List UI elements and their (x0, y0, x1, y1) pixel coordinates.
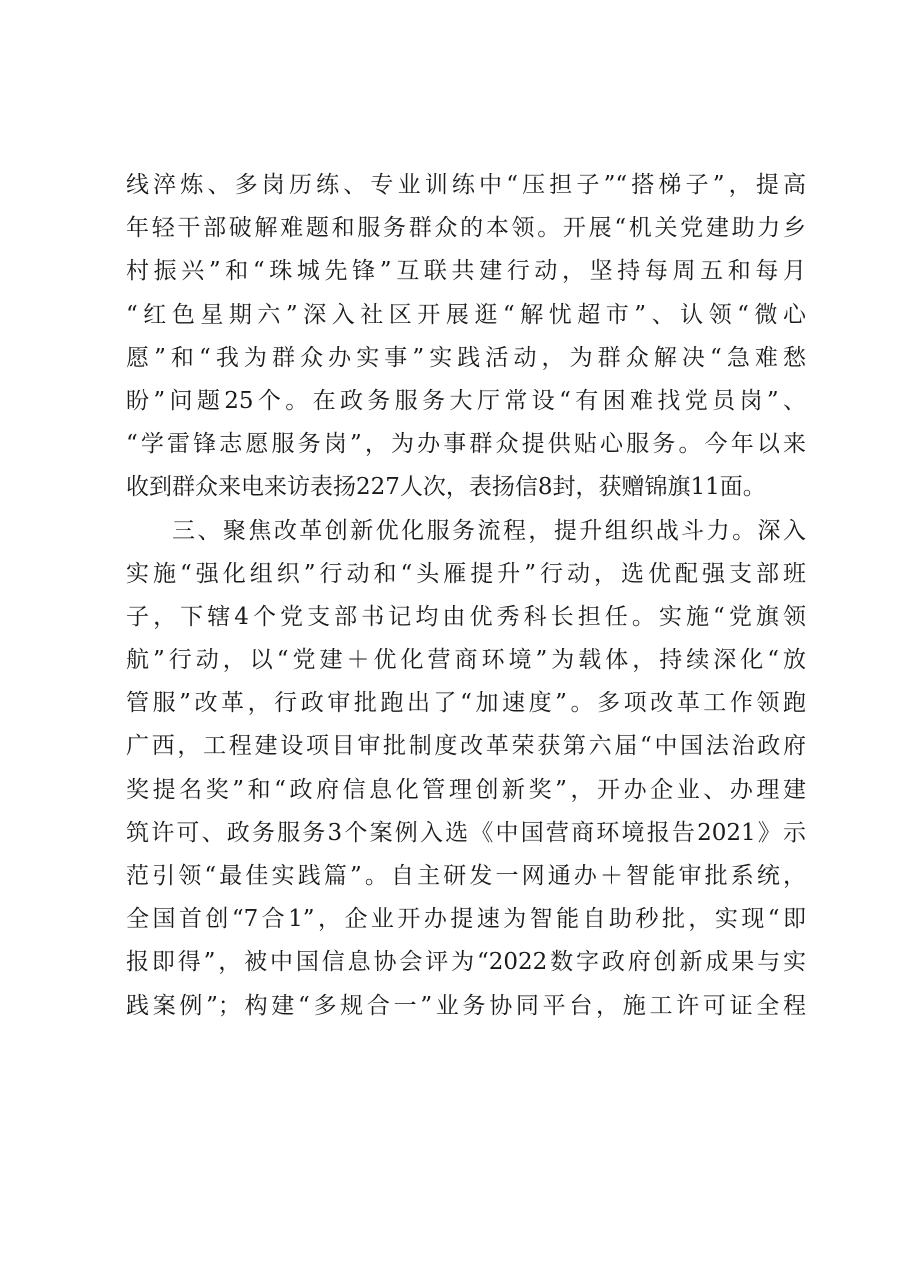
text-line: 年轻干部破解难题和服务群众的本领。开展“机关党建助力乡 (126, 215, 806, 242)
text-line: 愿”和“我为群众办实事”实践活动，为群众解决“急难愁 (126, 344, 806, 371)
text-line: 广西，工程建设项目审批制度改革荣获第六届“中国法治政府 (126, 733, 806, 760)
body-text (126, 164, 806, 1028)
text-line: 管服”改革，行政审批跑出了“加速度”。多项改革工作领跑 (126, 690, 806, 717)
text-line: “学雷锋志愿服务岗”，为办事群众提供贴心服务。今年以来 (126, 431, 806, 458)
text-line: 奖提名奖”和“政府信息化管理创新奖”，开办企业、办理建 (126, 776, 806, 803)
text-line: 线淬炼、多岗历练、专业训练中“压担子”“搭梯子”，提高 (126, 172, 806, 198)
section-heading-line: 三、聚焦改革创新优化服务流程，提升组织战斗力。深入 (172, 517, 806, 544)
text-line: 报即得”，被中国信息协会评为“2022数字政府创新成果与实 (126, 949, 806, 976)
text-line: 盼”问题25个。在政务服务大厅常设“有困难找党员岗”、 (126, 387, 806, 414)
paragraph-end-line: 收到群众来电来访表扬227人次，表扬信8封，获赠锦旗11面。 (126, 474, 766, 501)
text-line: 筑许可、政务服务3个案例入选《中国营商环境报告2021》示 (126, 819, 806, 846)
text-line: “红色星期六”深入社区开展逛“解忧超市”、认领“微心 (126, 301, 806, 328)
text-line: 航”行动，以“党建＋优化营商环境”为载体，持续深化“放 (126, 647, 806, 674)
text-line: 子，下辖4个党支部书记均由优秀科长担任。实施“党旗领 (126, 603, 806, 630)
text-line: 实施“强化组织”行动和“头雁提升”行动，选优配强支部班 (126, 560, 806, 587)
text-line: 范引领“最佳实践篇”。自主研发一网通办＋智能审批系统， (126, 863, 806, 889)
text-line: 全国首创“7合1”，企业开办提速为智能自助秒批，实现“即 (126, 906, 806, 933)
text-line: 村振兴”和“珠城先锋”互联共建行动，坚持每周五和每月 (126, 258, 806, 285)
text-line: 践案例”；构建“多规合一”业务协同平台，施工许可证全程 (126, 992, 806, 1019)
